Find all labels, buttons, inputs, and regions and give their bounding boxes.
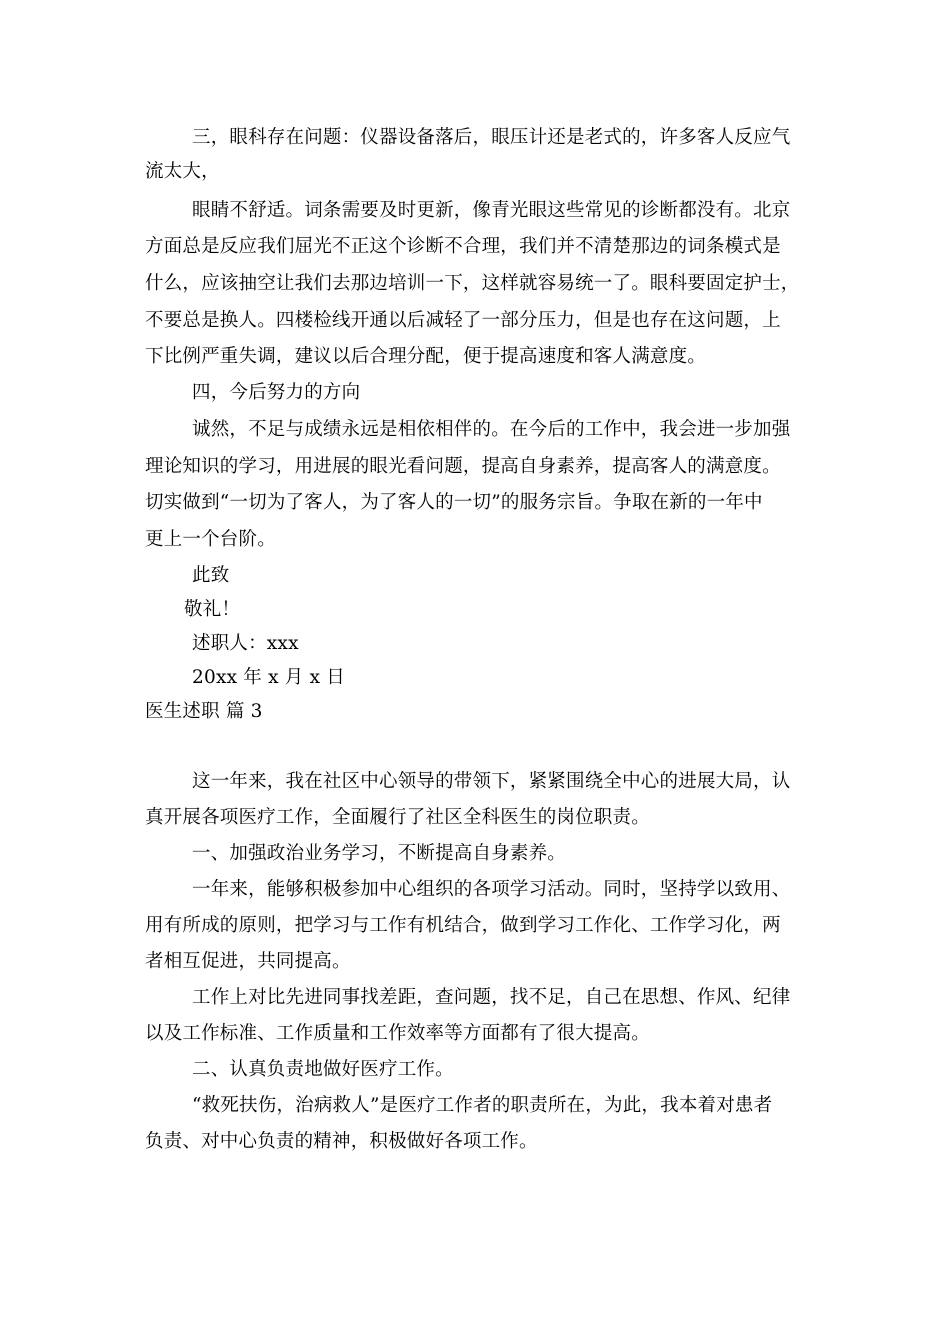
- paragraph-line: 下比例严重失调，建议以后合理分配，便于提高速度和客人满意度。: [145, 346, 707, 367]
- section-heading: 四，今后努力的方向: [192, 382, 361, 403]
- paragraph-line: 什么，应该抽空让我们去那边培训一下，这样就容易统一了。眼科要固定护士，: [145, 273, 800, 294]
- paragraph-line: 用有所成的原则，把学习与工作有机结合，做到学习工作化、工作学习化，两: [145, 915, 781, 936]
- paragraph-line: 一年来，能够积极参加中心组织的各项学习活动。同时，坚持学以致用、: [192, 879, 791, 900]
- paragraph-line: 眼睛不舒适。词条需要及时更新，像青光眼这些常见的诊断都没有。北京: [192, 200, 791, 221]
- section-heading: 二、认真负责地做好医疗工作。: [192, 1059, 454, 1080]
- paragraph-line: 三，眼科存在问题：仪器设备落后，眼压计还是老式的，许多客人反应气: [192, 127, 791, 148]
- section-title: 医生述职 篇 3: [145, 701, 263, 722]
- paragraph-line: 理论知识的学习，用进展的眼光看问题，提高自身素养，提高客人的满意度。: [145, 456, 781, 477]
- closing-regards: 敬礼！: [184, 599, 241, 620]
- paragraph-line: 更上一个台阶。: [145, 529, 276, 550]
- date-line: 20xx 年 x 月 x 日: [192, 667, 345, 688]
- signature-line: 述职人：xxx: [192, 633, 299, 654]
- paragraph-line: 切实做到“一切为了客人，为了客人的一切”的服务宗旨。争取在新的一年中: [145, 492, 763, 513]
- paragraph-line: 诚然，不足与成绩永远是相依相伴的。在今后的工作中，我会进一步加强: [192, 419, 791, 440]
- section-heading: 一、加强政治业务学习，不断提高自身素养。: [192, 843, 567, 864]
- paragraph-line: 工作上对比先进同事找差距，查问题，找不足，自己在思想、作风、纪律: [192, 987, 791, 1008]
- paragraph-line: 者相互促进，共同提高。: [145, 951, 351, 972]
- paragraph-line: 以及工作标准、工作质量和工作效率等方面都有了很大提高。: [145, 1023, 650, 1044]
- paragraph-line: 这一年来，我在社区中心领导的带领下，紧紧围绕全中心的进展大局，认: [192, 771, 791, 792]
- paragraph-line: 方面总是反应我们屈光不正这个诊断不合理，我们并不清楚那边的词条模式是: [145, 236, 781, 257]
- closing-salutation: 此致: [192, 565, 230, 586]
- paragraph-line: 负责、对中心负责的精神，积极做好各项工作。: [145, 1131, 538, 1152]
- paragraph-line: 流太大，: [145, 161, 220, 182]
- paragraph-line: “救死扶伤，治病救人”是医疗工作者的职责所在，为此，我本着对患者: [192, 1095, 773, 1116]
- paragraph-line: 不要总是换人。四楼检线开通以后减轻了一部分压力，但是也存在这问题，上: [145, 310, 781, 331]
- paragraph-line: 真开展各项医疗工作，全面履行了社区全科医生的岗位职责。: [145, 807, 650, 828]
